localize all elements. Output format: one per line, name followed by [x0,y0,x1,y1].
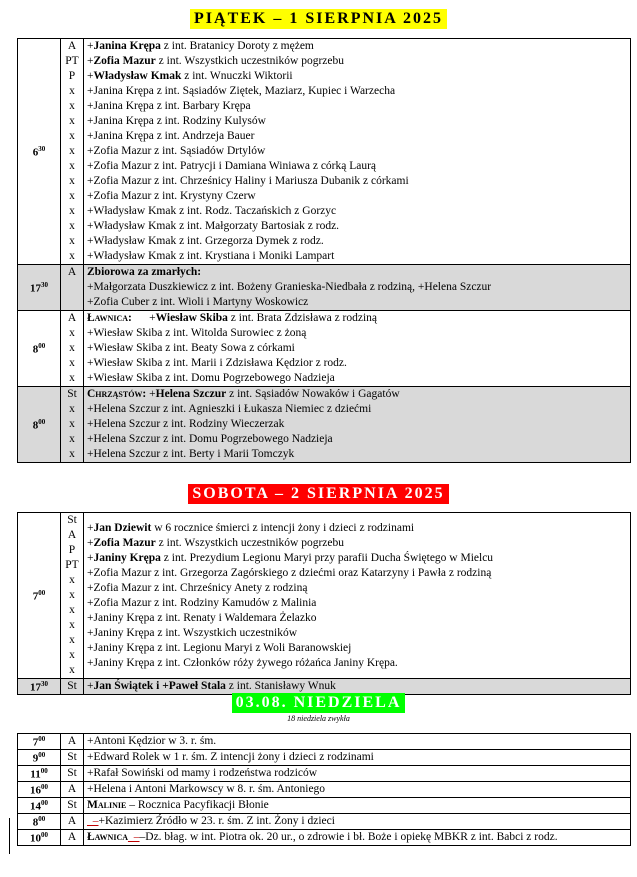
sunday-subtitle: 18 niedziela zwykła [287,714,350,723]
intention-entry [87,341,628,356]
schedule-block [18,39,631,265]
intention-code [61,750,84,766]
intention-code: P [68,70,76,82]
intention-code [61,830,84,846]
time-cell [18,734,61,750]
intention-entry [87,641,628,656]
entry-text: +Helena Szczur z int. Agnieszki i Łukasza Niemiec z dziećmi [87,403,372,415]
intention-code-text: St [67,767,77,779]
intention-code [61,734,84,750]
time-minutes: 00 [38,750,46,759]
intention-entry [87,447,628,462]
intention-entry [87,39,628,54]
sunday-banner: 03.08. NIEDZIELA [232,693,406,713]
time-minutes: 00 [38,588,46,597]
intention-code: A [67,266,77,278]
entry-text: +Janina Krępa z int. Sąsiadów Ziętek, Maziarz, Kupiec i Warzecha [87,85,396,97]
intention-entry [87,551,628,566]
entry-text: z int. Bratanicy Doroty z mężem [160,40,314,52]
intention-code-text: A [67,735,77,747]
intention-code: x [69,327,75,339]
deceased-name: Janina Krępa [93,40,161,52]
time-hour: 6 [32,146,39,159]
entry-text: +Janiny Krępa z int. Legionu Maryi z Woli Baranowskiej [87,641,352,654]
time-hour: 8 [32,816,39,829]
intention-entries [84,830,631,846]
edit-mark: _– [128,831,140,843]
intention-code: P [68,544,76,556]
entry-text: +Janina Krępa z int. Barbary Krępa [87,100,251,112]
schedule-block [18,265,631,311]
time-minutes: 30 [41,280,48,289]
sunday-banner-wrap [0,693,637,713]
time-hour: 11 [30,768,41,781]
entry-prefix: + [87,521,94,534]
entry-text: +Władysław Kmak z int. Rodz. Taczańskich z Gorzyc [87,205,337,217]
entry-prefix: + [87,40,94,52]
intention-entry [87,204,628,219]
intention-code-text: A [67,783,77,795]
intention-code: PT [65,55,79,67]
intention-entry [87,84,628,99]
intention-entry [87,356,628,371]
intention-entry [87,159,628,174]
schedule-block [18,513,631,679]
place-name: Malinie [87,799,127,811]
intention-entry [87,189,628,204]
friday-banner: PIĄTEK – 1 SIERPNIA 2025 [190,9,447,29]
intention-code: x [69,342,75,354]
entry-prefix: + [87,55,94,67]
intention-entry [87,129,628,144]
deceased-name: Zofia Mazur [93,536,156,549]
intention-code: St [67,388,77,400]
intention-entry [87,417,628,432]
entry-text: +Janiny Krępa z int. Członków róży żywego różańca Janiny Krępa. [87,656,398,669]
place-name: Ławnica: [87,312,132,324]
intention-entries [84,750,631,766]
intention-entry [87,814,628,829]
intention-entry [87,432,628,447]
time-cell [18,311,61,387]
intention-code: x [69,418,75,430]
entry-text: +Janiny Krępa z int. Renaty i Waldemara Żelazko [87,611,317,624]
deceased-name: Helena Szczur [155,388,227,400]
intention-entry [87,798,628,813]
schedule-block [18,387,631,463]
intention-entry [87,581,628,596]
intention-entry [87,249,628,264]
sunday-schedule-table [17,733,631,846]
intention-entries [84,387,631,463]
intention-entries [84,513,631,679]
entry-text: +Zofia Mazur z int. Chrześnicy Haliny i Mariusza Dubanik z córkami [87,175,409,187]
intention-code: x [69,160,75,172]
deceased-name: Wiesław Skiba [155,312,228,324]
intention-entry [87,54,628,69]
intention-entry [87,265,628,280]
time-cell [18,513,61,679]
intention-entry [87,402,628,417]
entry-text: –Dz. błag. w int. Piotra ok. 20 ur., o zdrowie i bł. Boże i opiekę MBKR z int. Babci z rodz. [139,831,558,843]
intention-entry [87,656,628,671]
entry-text: +Małgorzata Duszkiewicz z int. Bożeny Granieska-Niedbała z rodziną, +Helena Szczur [87,281,492,293]
place-name: Chrząstów: [87,388,147,400]
intention-code: PT [65,559,79,571]
entry-text: +Janiny Krępa z int. Wszystkich uczestników [87,626,298,639]
entry-text: +Władysław Kmak z int. Grzegorza Dymek z rodz. [87,235,324,247]
time-hour: 17 [30,681,41,694]
intention-entries [84,782,631,798]
intention-entries [84,265,631,311]
intention-code: A [67,312,77,324]
time-hour: 9 [32,752,39,765]
intention-entry [87,311,628,326]
time-cell [18,798,61,814]
entry-text: z int. Wszystkich uczestników pogrzebu [155,55,344,67]
intention-code: x [69,589,75,601]
entry-text: +Edward Rolek w 1 r. śm. Z intencji żony i dzieci z rodzinami [87,751,374,763]
intention-code: x [69,85,75,97]
entry-prefix: + [87,551,94,564]
time-hour: 7 [32,590,39,603]
entry-text: +Helena Szczur z int. Rodziny Wieczerzak [87,418,285,430]
entry-text: +Helena Szczur z int. Domu Pogrzebowego Nadzieja [87,433,333,445]
intention-code: x [69,649,75,661]
entry-text: +Władysław Kmak z int. Małgorzaty Bartosiak z rodz. [87,220,340,232]
sunday-row [18,830,631,846]
intention-code [61,798,84,814]
intention-entry [87,387,628,402]
entry-text: z int. Brata Zdzisława z rodziną [227,312,378,324]
intention-entry [87,280,628,295]
entry-text: +Helena i Antoni Markowscy w 8. r. śm. Antoniego [87,783,326,795]
intention-code: x [69,448,75,460]
time-minutes: 00 [41,798,48,807]
deceased-name: Jan Dziewit [93,521,152,534]
place-name: Ławnica [87,831,129,843]
entry-text: – Rocznica Pacyfikacji Błonie [126,799,269,811]
intention-code: x [69,619,75,631]
entry-prefix: + [87,536,94,549]
intention-entry [87,626,628,641]
entry-text: +Wiesław Skiba z int. Domu Pogrzebowego Nadzieja [87,372,335,384]
intention-entry [87,521,628,536]
sunday-row [18,750,631,766]
intention-entry [87,611,628,626]
saturday-schedule-table [17,512,631,695]
entry-text: +Zofia Cuber z int. Wioli i Martyny Woskowicz [87,296,309,308]
entry-text: +Zofia Mazur z int. Patrycji i Damiana Winiawa z córką Laurą [87,160,377,172]
intention-code: x [69,190,75,202]
intention-code [61,782,84,798]
intention-entry [87,219,628,234]
entry-text: +Wiesław Skiba z int. Marii i Zdzisława Kędzior z rodz. [87,357,347,369]
intention-entry [87,830,628,845]
time-minutes: 30 [38,144,46,153]
intention-codes [61,311,84,387]
intention-code [61,814,84,830]
time-minutes: 00 [41,830,48,839]
entry-text: +Janina Krępa z int. Rodziny Kulysów [87,115,266,127]
intention-entries [84,814,631,830]
intention-entry [87,371,628,386]
time-minutes: 30 [41,679,48,688]
intention-entries [84,734,631,750]
sunday-row [18,798,631,814]
intention-entry [87,174,628,189]
intention-code: A [67,529,77,541]
intention-entry [87,234,628,249]
time-hour: 16 [30,784,41,797]
time-cell [18,830,61,846]
time-hour: 8 [32,419,39,432]
intention-codes [61,39,84,265]
entry-text: +Wiesław Skiba z int. Beaty Sowa z córkami [87,342,295,354]
time-minutes: 00 [38,417,46,426]
intention-code: x [69,115,75,127]
saturday-banner: SOBOTA – 2 SIERPNIA 2025 [188,484,448,504]
entry-text: +Zofia Mazur z int. Rodziny Kamudów z Malinia [87,596,317,609]
entry-text: +Antoni Kędzior w 3. r. śm. [87,735,217,747]
intention-entry [87,782,628,797]
deceased-name: Władysław Kmak [93,70,182,82]
entry-text: +Zofia Mazur z int. Sąsiadów Drtylów [87,145,266,157]
intention-code: x [69,433,75,445]
time-cell [18,766,61,782]
entry-text: z int. Sąsiadów Nowaków i Gagatów [226,388,400,400]
intention-code-text: St [67,751,77,763]
intention-code: x [69,372,75,384]
time-minutes: 00 [38,734,46,743]
time-minutes: 00 [40,766,48,775]
intention-codes [61,265,84,311]
intention-code: x [69,604,75,616]
intention-codes [61,513,84,679]
intention-entry [87,295,628,310]
time-hour: 10 [30,832,41,845]
time-minutes: 00 [38,814,46,823]
intention-code: x [69,250,75,262]
entry-text: +Kazimierz Źródło w 23. r. śm. Z int. Żony i dzieci [98,815,335,827]
time-hour: 14 [30,800,41,813]
intention-code: x [69,664,75,676]
time-cell [18,782,61,798]
entry-text: +Wiesław Skiba z int. Witolda Surowiec z żoną [87,327,307,339]
intention-code-text: St [67,799,77,811]
intention-entry [87,750,628,765]
saturday-banner-wrap [0,484,637,504]
intention-codes [61,387,84,463]
entry-prefix: + [131,312,156,324]
intention-code [61,295,83,310]
deceased-name: Zbiorowa za zmarłych: [87,266,202,278]
intention-code: x [69,220,75,232]
entry-prefix: + [87,70,94,82]
time-hour: 17 [30,282,41,295]
time-minutes: 00 [38,341,46,350]
entry-text: +Janina Krępa z int. Andrzeja Bauer [87,130,255,142]
time-hour: 7 [32,736,39,749]
intention-entry [87,99,628,114]
entry-text: +Rafał Sowiński od mamy i rodzeństwa rodziców [87,767,318,779]
intention-code: x [69,403,75,415]
time-cell [18,750,61,766]
entry-text: +Zofia Mazur z int. Grzegorza Zagórskiego z dziećmi oraz Katarzyny i Pawła z rodziną [87,566,492,579]
entry-text: +Władysław Kmak z int. Krystiana i Moniki Lampart [87,250,335,262]
intention-entry [87,566,628,581]
time-cell [18,814,61,830]
intention-code: x [69,235,75,247]
entry-text: z int. Prezydium Legionu Maryi przy parafii Ducha Świętego w Mielcu [160,551,494,564]
intention-entries [84,798,631,814]
intention-code-text: A [67,831,77,843]
intention-entries [84,766,631,782]
intention-code: x [69,357,75,369]
entry-text: +Zofia Mazur z int. Krystyny Czerw [87,190,256,202]
intention-code-text: A [67,815,77,827]
intention-code: x [69,634,75,646]
intention-entry [87,679,628,694]
margin-line [9,818,10,854]
friday-banner-wrap [0,9,637,29]
intention-code: x [69,574,75,586]
intention-entry [87,144,628,159]
deceased-name: Janiny Krępa [93,551,161,564]
entry-prefix: + [146,388,156,400]
intention-entry [87,596,628,611]
friday-schedule-table [17,38,631,463]
sunday-row [18,814,631,830]
entry-prefix: + [87,680,94,692]
intention-code: x [69,175,75,187]
entry-text: z int. Stanisławy Wnuk [225,680,336,692]
entry-text: z int. Wnuczki Wiktorii [181,70,293,82]
intention-code [61,766,84,782]
intention-code [61,280,83,295]
entry-text: w 6 rocznice śmierci z intencji żony i dzieci z rodzinami [151,521,415,534]
intention-entry [87,69,628,84]
sunday-row [18,766,631,782]
intention-code: x [69,130,75,142]
entry-text: +Helena Szczur z int. Berty i Marii Tomczyk [87,448,295,460]
time-hour: 8 [32,343,39,356]
deceased-name: Jan Świątek i +Paweł Stala [93,680,226,692]
sunday-row [18,734,631,750]
intention-entry [87,536,628,551]
entry-text: +Zofia Mazur z int. Chrześnicy Anety z rodziną [87,581,308,594]
schedule-block [18,311,631,387]
time-minutes: 00 [41,782,48,791]
intention-entry [87,734,628,749]
sunday-row [18,782,631,798]
intention-entries [84,311,631,387]
intention-code: x [69,205,75,217]
intention-code: A [67,40,77,52]
time-cell [18,265,61,311]
intention-code: St [67,514,77,526]
intention-code: x [69,145,75,157]
deceased-name: Zofia Mazur [93,55,156,67]
intention-code: St [67,680,77,692]
intention-code: x [69,100,75,112]
edit-mark: _– [87,815,99,827]
intention-entry [87,766,628,781]
intention-entries [84,39,631,265]
time-cell [18,387,61,463]
intention-entry [87,326,628,341]
entry-text: z int. Wszystkich uczestników pogrzebu [155,536,344,549]
time-cell [18,39,61,265]
intention-entry [87,114,628,129]
